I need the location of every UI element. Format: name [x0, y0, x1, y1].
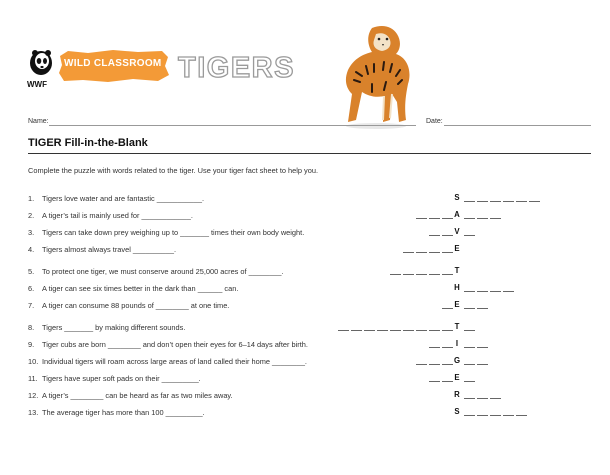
question-number: 9.	[28, 340, 35, 349]
answer-blank[interactable]	[464, 201, 475, 203]
question-number: 12.	[28, 391, 39, 400]
question-text: A tiger’s ________ can be heard as far as two miles away.	[42, 391, 233, 400]
answer-blank[interactable]	[516, 201, 527, 203]
question-row	[0, 228, 610, 240]
answer-blank[interactable]	[416, 274, 427, 276]
key-letter: H	[454, 283, 460, 292]
question-row	[0, 245, 610, 257]
key-letter: G	[453, 356, 461, 365]
instructions: Complete the puzzle with words related to the tiger. Use your tiger fact sheet to help you.	[28, 166, 319, 175]
answer-blank[interactable]	[464, 235, 475, 237]
answer-blank[interactable]	[351, 330, 362, 332]
wwf-logo-text: WWF	[27, 80, 47, 89]
answer-blank[interactable]	[477, 415, 488, 417]
question-number: 13.	[28, 408, 39, 417]
answer-blank[interactable]	[429, 274, 440, 276]
question-row	[0, 374, 610, 386]
question-text: Tigers almost always travel __________.	[42, 245, 177, 254]
question-row	[0, 267, 610, 279]
question-row	[0, 357, 610, 369]
answer-blank[interactable]	[503, 291, 514, 293]
answer-blank[interactable]	[464, 381, 475, 383]
question-text: A tiger can consume 88 pounds of ________ at one time.	[42, 301, 230, 310]
answer-blank[interactable]	[503, 415, 514, 417]
answer-blank[interactable]	[429, 235, 440, 237]
key-letter: A	[454, 210, 460, 219]
answer-blank[interactable]	[442, 235, 453, 237]
question-text: Individual tigers will roam across large areas of land called their home ________.	[42, 357, 307, 366]
answer-blank[interactable]	[429, 252, 440, 254]
answer-blank[interactable]	[377, 330, 388, 332]
name-field[interactable]	[49, 125, 416, 126]
key-letter: E	[454, 300, 460, 309]
answer-blank[interactable]	[477, 201, 488, 203]
answer-blank[interactable]	[442, 381, 453, 383]
answer-blank[interactable]	[429, 330, 440, 332]
answer-blank[interactable]	[477, 308, 488, 310]
answer-blank[interactable]	[403, 252, 414, 254]
answer-blank[interactable]	[516, 415, 527, 417]
answer-blank[interactable]	[464, 330, 475, 332]
key-letter: R	[454, 390, 460, 399]
date-label: Date:	[426, 118, 443, 125]
question-row	[0, 340, 610, 352]
answer-blank[interactable]	[503, 201, 514, 203]
tiger-image	[326, 22, 424, 130]
answer-blank[interactable]	[390, 330, 401, 332]
question-row	[0, 408, 610, 420]
answer-blank[interactable]	[416, 218, 427, 220]
answer-blank[interactable]	[416, 330, 427, 332]
question-row	[0, 301, 610, 313]
answer-blank[interactable]	[464, 398, 475, 400]
question-number: 5.	[28, 267, 35, 276]
heading-divider	[28, 153, 591, 154]
key-letter: T	[454, 266, 460, 275]
key-letter: I	[455, 339, 459, 348]
question-number: 3.	[28, 228, 35, 237]
answer-blank[interactable]	[364, 330, 375, 332]
answer-blank[interactable]	[490, 201, 501, 203]
name-label: Name:	[28, 118, 49, 125]
question-number: 4.	[28, 245, 35, 254]
question-row	[0, 284, 610, 296]
answer-blank[interactable]	[403, 274, 414, 276]
question-number: 2.	[28, 211, 35, 220]
question-row	[0, 211, 610, 223]
key-letter: E	[454, 244, 460, 253]
question-text: Tigers _______ by making different sounds.	[42, 323, 186, 332]
answer-blank[interactable]	[464, 291, 475, 293]
question-text: To protect one tiger, we must conserve around 25,000 acres of ________.	[42, 267, 284, 276]
answer-blank[interactable]	[416, 252, 427, 254]
answer-blank[interactable]	[429, 218, 440, 220]
key-letter: S	[454, 407, 460, 416]
answer-blank[interactable]	[442, 252, 453, 254]
answer-blank[interactable]	[490, 291, 501, 293]
question-text: Tigers love water and are fantastic ___________.	[42, 194, 205, 203]
question-text: Tigers can take down prey weighing up to _______ times their own body weight.	[42, 228, 305, 237]
answer-blank[interactable]	[416, 364, 427, 366]
question-text: A tiger can see six times better in the dark than ______ can.	[42, 284, 239, 293]
answer-blank[interactable]	[429, 381, 440, 383]
question-number: 7.	[28, 301, 35, 310]
question-row	[0, 391, 610, 403]
banner-label: WILD CLASSROOM	[64, 58, 162, 69]
answer-blank[interactable]	[442, 308, 453, 310]
answer-blank[interactable]	[464, 347, 475, 349]
question-text: Tigers have super soft pads on their _________.	[42, 374, 201, 383]
answer-blank[interactable]	[477, 364, 488, 366]
answer-blank[interactable]	[464, 308, 475, 310]
key-letter: V	[454, 227, 460, 236]
question-number: 8.	[28, 323, 35, 332]
question-text: The average tiger has more than 100 _________.	[42, 408, 205, 417]
question-text: Tiger cubs are born ________ and don’t open their eyes for 6–14 days after birth.	[42, 340, 308, 349]
page-title: TIGERS	[178, 52, 295, 84]
answer-blank[interactable]	[442, 347, 453, 349]
answer-blank[interactable]	[477, 218, 488, 220]
question-number: 10.	[28, 357, 39, 366]
question-row	[0, 194, 610, 206]
question-row	[0, 323, 610, 335]
answer-blank[interactable]	[490, 398, 501, 400]
answer-blank[interactable]	[390, 274, 401, 276]
answer-blank[interactable]	[403, 330, 414, 332]
answer-blank[interactable]	[442, 274, 453, 276]
date-field[interactable]	[444, 125, 591, 126]
answer-blank[interactable]	[490, 218, 501, 220]
answer-blank[interactable]	[477, 398, 488, 400]
key-letter: E	[454, 373, 460, 382]
question-text: A tiger’s tail is mainly used for ____________.	[42, 211, 193, 220]
answer-blank[interactable]	[442, 218, 453, 220]
answer-blank[interactable]	[529, 201, 540, 203]
answer-blank[interactable]	[464, 364, 475, 366]
key-letter: S	[454, 193, 460, 202]
question-number: 11.	[28, 374, 38, 383]
answer-blank[interactable]	[477, 347, 488, 349]
answer-blank[interactable]	[464, 218, 475, 220]
answer-blank[interactable]	[477, 291, 488, 293]
answer-blank[interactable]	[490, 415, 501, 417]
worksheet-heading: TIGER Fill-in-the-Blank	[28, 137, 148, 149]
key-letter: T	[454, 322, 460, 331]
answer-blank[interactable]	[429, 347, 440, 349]
question-number: 1.	[28, 194, 35, 203]
answer-blank[interactable]	[338, 330, 349, 332]
answer-blank[interactable]	[464, 415, 475, 417]
answer-blank[interactable]	[442, 330, 453, 332]
question-number: 6.	[28, 284, 35, 293]
answer-blank[interactable]	[442, 364, 453, 366]
answer-blank[interactable]	[429, 364, 440, 366]
